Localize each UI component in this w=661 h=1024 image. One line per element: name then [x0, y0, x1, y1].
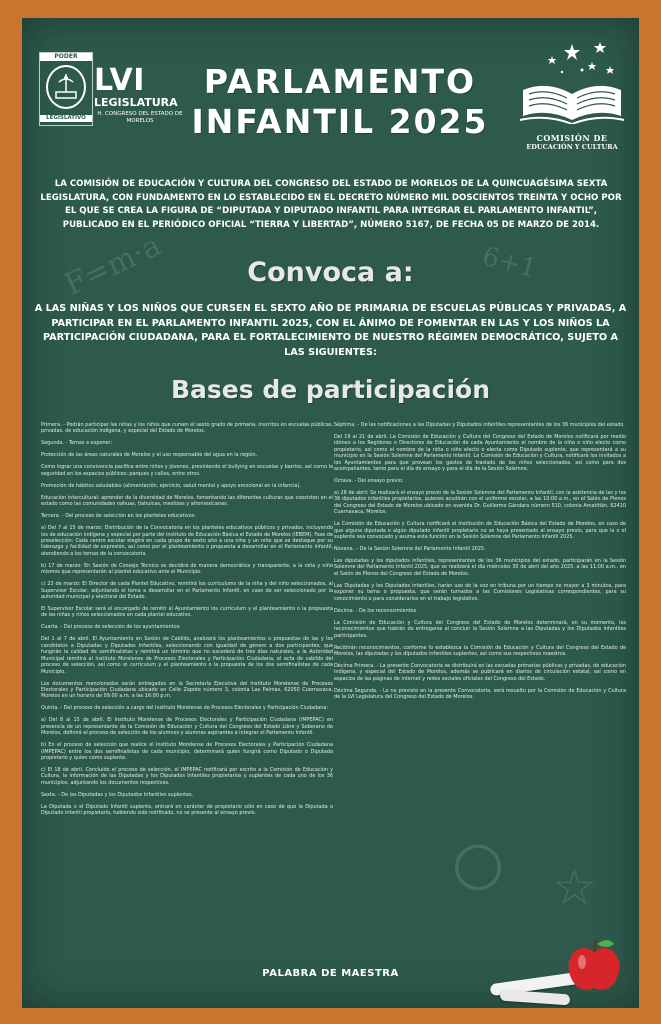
chalk-formula-doodle: F=m·a: [59, 228, 167, 303]
legislatura-text: LEGISLATURA: [94, 96, 178, 109]
bases-paragraph: Décima. - De los reconocimientos: [334, 607, 417, 614]
bases-paragraph: La Comisión de Educación y Cultura del Congreso del Estado de Morelos determinará, en su momento, los reconocimientos que habrán de entregarse al concluir la Sesión Solemne a las Diputadas y los Diputados infantiles participantes.: [334, 619, 626, 639]
bases-paragraph: b) En el proceso de selección que realice el Instituto Morelense de Procesos Electorales y Participación Ciudadana (IMPEPAC) entre los dos semifinalistas de cada municipio, determinará quien fungirá como Diputado o Diputada propietario y quien como suplente.: [41, 742, 333, 761]
apple-icon: [562, 936, 626, 996]
bases-paragraph: La Diputada o el Diputado Infantil suplente, entrará en carácter de propietario sólo en caso de que la Diputada o Diputado infantil propietario, habiendo sido notificado, no se presente al ensayo previo.: [41, 803, 333, 817]
parliament-seal-icon: [46, 65, 86, 109]
bases-paragraph: Décima Segunda. - Lo no previsto en la presente Convocatoria, será resuelto por la Comisión de Educación y Cultura de la LVI Legislatura del Congreso del Estado de Morelos.: [334, 687, 626, 701]
bases-paragraph: Las Diputadas y los Diputados infantiles, harán uso de la voz en tribuna por un tiempo no mayor a 3 minutos, para exponer su tema o propuesta, que serán turnados a las Comisiones Legislativas correspondientes, para su conocimiento o para considerarlos en el trabajo legislativo.: [334, 582, 626, 602]
bases-paragraph: a) 28 de abril: Se realizará el ensayo previo de la Sesión Solemne del Parlamento Infantil, con la asistencia de las y los 36 diputados infantiles propietarios, quienes acudirán con el uniforme escolar, a las 10:00 a.m., en el Salón de Plenos del Congreso del Estado de Morelos ubicado en avenida Dr. Guillermo Gándara número 510, colonia Amatitlán, 62410 Cuernavaca, Morelos.: [334, 490, 626, 516]
bases-paragraph: Sexta. - De las Diputadas y los Diputados Infantiles suplentes.: [41, 791, 194, 798]
convoca-heading: Convoca a:: [247, 257, 414, 288]
comision-line-1: COMISIÓN DE: [536, 133, 608, 143]
poder-legislativo-logo: [39, 52, 93, 126]
bases-paragraph: Como lograr una convivencia pacífica entre niños y jóvenes, previniendo el bullying en escuelas y barrios, así como la seguridad en los espacios públicos: parques y calles, entre otros.: [41, 464, 333, 477]
chalk-planet-doodle: ○: [452, 828, 505, 898]
lvi-legislatura-logo: [94, 63, 186, 125]
chalk-icon: [500, 990, 571, 1006]
title-line-1: PARLAMENTO: [203, 62, 477, 101]
bases-paragraph: b) 17 de marzo: En Sesión de Consejo Técnico se decidirá de manera democrática y transparente, a la niña y niño mismos que representarán al plantel educativo ante el Municipio.: [41, 562, 333, 576]
bases-right-column: [334, 422, 626, 706]
bases-paragraph: Promoción de hábitos saludables (alimentación, ejercicio, salud mental y apoyo emocional en la infancia).: [41, 482, 301, 489]
bases-paragraph: Recibirán reconocimientos, conforme lo establezca la Comisión de Educación y Cultura del Congreso del Estado de Morelos, las diputadas y los diputados infantiles suplentes, así como sus respectivos maestros.: [334, 644, 626, 657]
bases-paragraph: Décima Primera. - La presente Convocatoria se distribuirá en las escuelas primarias públicas y privadas, de educación indígena, y especial del Estado de Morelos, además se publicará en diarios de circulación estatal, así como en espacios de las páginas de internet y redes sociales oficiales del Congreso del Estado.: [334, 662, 626, 682]
stars-icon: [512, 40, 632, 80]
bases-paragraph: Del 19 al 21 de abril. La Comisión de Educación y Cultura del Congreso del Estado de Morelos notificará por medio idóneo a los Regidores o Directores de Educación de cada Ayuntamiento el nombre de la niña o niño electo como propietario, así como el nombre de la niña o niño electo o electa como Diputado suplente, que representará a su municipio en la Sesión Solemne del Parlamento Infantil. La Comisión de Educación y Cultura, notificará los invitados a los Ayuntamientos para que provean los gastos de traslado de los niños seleccionados, así como para dos acompañantes, tanto para el día de ensayo y para el día de la Sesión Solemne.: [334, 434, 626, 473]
bases-paragraph: Novena. – De la Sesión Solemne del Parlamento Infantil 2025.: [334, 546, 486, 553]
bases-paragraph: Protección de las áreas naturales de Morelos y el uso responsable del agua en la región.: [41, 452, 258, 459]
bases-paragraph: Primera. - Podrán participar las niñas y los niños que cursen el sexto grado de primaria, inscritos en escuelas públicas, privadas, de educación indígena, y especial del Estado de Morelos.: [41, 422, 333, 435]
bases-paragraph: La Comisión de Educación y Cultura notificará al Institución de Educación Básica del Estado de Morelos, en caso de que alguna diputada o algún diputado infantil propietario no se haya presentado al ensayo previo, para que la o el suplente sea convocado y asuma esta función en la Sesión Solemne del Parlamento Infantil 2025.: [334, 521, 626, 541]
comision-educacion-logo: [512, 40, 632, 151]
bases-paragraph: Quinta. - Del proceso de selección a cargo del Instituto Morelense de Procesos Electorales y Participación Ciudadana:: [41, 705, 329, 712]
bases-paragraph: Del 1 al 7 de abril. El Ayuntamiento en Sesión de Cabildo, analizará los planteamientos o propuestas de las y los candidatos a Diputadas y Diputados Infantiles, seleccionando con igualdad de género a dos participantes, que fungirán la calidad de semifinalistas y remitirá un término que no excederá de tres días naturales, a la Autoridad Municipal remitirá al Instituto Morelense de Procesos Electorales y Participación Ciudadana, el acta de cabildo del proceso de selección, así como el currículum y el planteamiento o la propuesta de los dos semifinalistas de cada Municipio.: [41, 636, 333, 675]
congreso-text: H. CONGRESO DEL ESTADO DE MORELOS: [97, 111, 183, 124]
page-title: [190, 62, 490, 142]
bases-paragraph: c) 23 de marzo: El Director de cada Plantel Educativo, remitirá los currículums de la niña y del niño seleccionados, al Supervisor Escolar, adjuntando el tema a desarrollar en el Parlamento Infantil, en caso de ser seleccionado por la autoridad municipal y electoral del Estado.: [41, 581, 333, 601]
bases-paragraph: a) Del 7 al 15 de marzo: Distribución de la Convocatoria en los planteles educativos públicos y privados, incluyendo los de educación indígena y especial por parte del Instituto de Educación Básica el Estado de Morelos (IEBEM). Fase de preselección: Cada centro escolar elegirá en cada grupo de sexto año a una niña y un niño que se destaque por su liderazgo y facilidad de expresión, así como por el planteamiento o propuesta a desarrollar en el Parlamento Infantil, atendiendo a los temas de la convocatoria.: [41, 525, 333, 557]
bases-paragraph: Los documentos mencionados serán entregados en la Secretaría Ejecutiva del Instituto Morelense de Procesos Electorales y Participación Ciudadana ubicado en Calle Zapote número 3, colonia Las Palmas, 62050 Cuernavaca, Morelos en un horario de 09:00 a.m. a las 16:00 p.m.: [41, 680, 333, 700]
bases-heading: Bases de participación: [170, 375, 491, 404]
chalk-star-doodle: ☆: [552, 858, 597, 916]
convoca-paragraph: A LAS NIÑAS Y LOS NIÑOS QUE CURSEN EL SEXTO AÑO DE PRIMARIA DE ESCUELAS PÚBLICAS Y PRIVADAS, A PARTICIPAR EN EL PARLAMENTO INFANTIL 2025, CON EL ÁNIMO DE FOMENTAR EN LAS Y LOS NIÑOS LA PARTICIPACIÓN CIUDADANA, PARA EL FORTALECIMIENTO DE NUESTRO RÉGIMEN DEMOCRÁTICO, SUJETO A LAS SIGUIENTES:: [34, 303, 627, 358]
legislativo-tag: LEGISLATIVO: [40, 115, 92, 122]
title-line-2: INFANTIL 2025: [191, 102, 489, 141]
bases-paragraph: Octava. - Del ensayo previo:: [334, 478, 404, 485]
bases-paragraph: Cuarta. - Del proceso de selección de los ayuntamientos:: [41, 624, 181, 631]
bases-paragraph: El Supervisor Escolar será el encargado de remitir al Ayuntamiento los currículum y el planteamiento o la propuesta de las niñas y niños seleccionados en cada plantel educativo.: [41, 606, 333, 619]
bases-paragraph: Las diputadas y los diputados infantiles, representantes de los 36 municipios del estado, participarán en la Sesión Solemne del Parlamento Infantil 2025, que se realizará el día miércoles 30 de abril del año 2025, a las 11:00 a.m., en el Salón de Plenos del Congreso del Estado de Morelos.: [334, 558, 626, 577]
intro-paragraph: LA COMISIÓN DE EDUCACIÓN Y CULTURA DEL CONGRESO DEL ESTADO DE MORELOS DE LA QUINCUAGÉSIMA SEXTA LEGISLATURA, CON FUNDAMENTO EN LO ESTABLECIDO EN EL DECRETO NÚMERO MIL DOSCIENTOS TREINTA Y OCHO POR EL QUE SE CREA LA FIGURA DE “DIPUTADA Y DIPUTADO INFANTIL PARA INTEGRAR EL PARLAMENTO INFANTIL”, PUBLICADO EN EL PERIÓDICO OFICIAL “TIERRA Y LIBERTAD”, NÚMERO 5167, DE FECHA 05 DE MARZO DE 2014.: [40, 179, 622, 230]
bases-paragraph: Tercera. - Del proceso de selección en los planteles educativos:: [41, 513, 196, 520]
bases-paragraph: Séptima. - De las notificaciones a las Diputadas y Diputados infantiles representantes de los 36 municipios del estado.: [334, 422, 625, 428]
bases-left-column: [41, 422, 333, 822]
poder-tag: PODER: [40, 53, 92, 61]
bases-paragraph: Educación intercultural: aprender de la diversidad de Morelos, fomentando las diferentes culturas que coexisten en el estado como las comunidades nahuas, tlahuicas, mestizas y afromexicanas.: [41, 494, 333, 508]
bases-paragraph: a) Del 8 al 15 de abril. El Instituto Morelense de Procesos Electorales y Participación Ciudadana (IMPEPAC) en presencia de un representante de la Comisión de Educación y Cultura del Congreso del Estado Libre y Soberano de Morelos, definirá el proceso de selección de los alumnos y alumnas aspirantes a integrar el Parlamento Infantil.: [41, 717, 333, 737]
bases-paragraph: Segunda. - Temas a exponer:: [41, 440, 113, 447]
footer-signature: PALABRA DE MAESTRA: [262, 968, 399, 979]
open-book-icon: [512, 80, 632, 133]
chalk-number-doodle: 6+1: [479, 241, 540, 285]
bases-paragraph: c) El 18 de abril. Concluido el proceso de selección, el IMPEPAC notificará por escrito a la Comisión de Educación y Cultura, la información de las Diputadas y los Diputados Infantiles propietarios y suplentes de cada uno de los 36 municipios, adjuntando los documentos respectivos.: [41, 766, 333, 786]
comision-line-2: EDUCACIÓN Y CULTURA: [526, 143, 618, 151]
lvi-text: LVI: [94, 63, 145, 98]
chalkboard: [22, 18, 639, 1008]
